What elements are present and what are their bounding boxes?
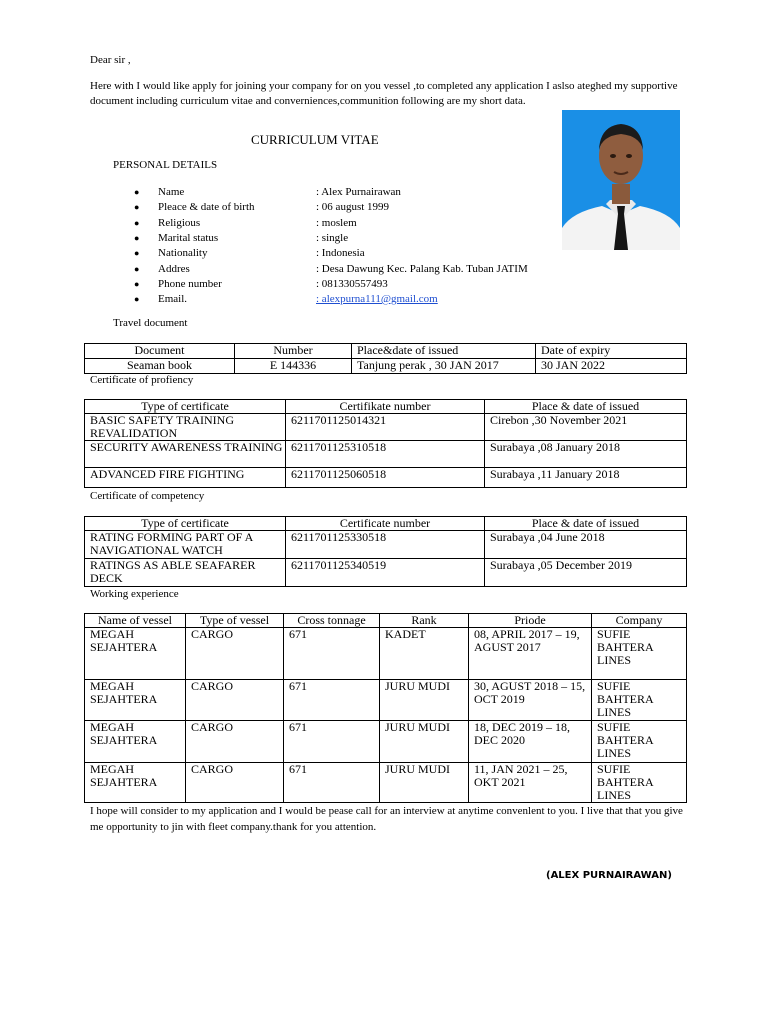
table-cell: 6211701125340519 <box>286 559 485 587</box>
table-row <box>85 441 687 468</box>
personal-detail-value: : Alex Purnairawan <box>316 186 401 198</box>
table-header-cell: Document <box>85 344 235 359</box>
bullet-icon: ● <box>134 202 140 212</box>
table-header-cell: Rank <box>380 614 469 628</box>
person-photo-icon <box>562 110 680 250</box>
table-cell: RATING FORMING PART OF A NAVIGATIONAL WATCH <box>85 531 286 559</box>
table-cell: E 144336 <box>235 359 352 374</box>
table-cell: MEGAH SEJAHTERA <box>85 680 186 721</box>
table-cell: 671 <box>284 763 380 803</box>
table-header-row <box>85 400 687 414</box>
personal-detail-value: : Desa Dawung Kec. Palang Kab. Tuban JATIM <box>316 263 528 275</box>
competency-heading: Certificate of competency <box>90 490 205 502</box>
table-header-row <box>85 517 687 531</box>
table-row <box>85 468 687 488</box>
bullet-icon: ● <box>134 218 140 228</box>
table-header-cell: Type of certificate <box>85 517 286 531</box>
personal-detail-label: Marital status <box>158 232 219 244</box>
table-header-cell: Company <box>592 614 687 628</box>
table-cell: 671 <box>284 680 380 721</box>
personal-detail-value: : 06 august 1999 <box>316 201 390 213</box>
personal-detail-label: Nationality <box>158 247 208 259</box>
table-cell: JURU MUDI <box>380 763 469 803</box>
cv-title: CURRICULUM VITAE <box>251 132 379 147</box>
bullet-icon: ● <box>134 294 140 304</box>
table-cell: Surabaya ,11 January 2018 <box>485 468 687 488</box>
table-cell: 6211701125310518 <box>286 441 485 468</box>
table-row <box>85 763 687 803</box>
table-cell: 30, AGUST 2018 – 15, OCT 2019 <box>469 680 592 721</box>
table-header-cell: Certificate number <box>286 517 485 531</box>
table-cell: 08, APRIL 2017 – 19, AGUST 2017 <box>469 628 592 680</box>
travel-document-table <box>84 343 687 374</box>
bullet-icon: ● <box>134 233 140 243</box>
table-header-row <box>85 614 687 628</box>
table-header-cell: Priode <box>469 614 592 628</box>
table-cell: 6211701125330518 <box>286 531 485 559</box>
table-cell: Surabaya ,04 June 2018 <box>485 531 687 559</box>
table-header-cell: Certifikate number <box>286 400 485 414</box>
table-header-cell: Number <box>235 344 352 359</box>
personal-detail-value: : single <box>316 232 349 244</box>
personal-detail-label: Email. <box>158 293 188 305</box>
table-cell: 671 <box>284 628 380 680</box>
personal-detail-value: : moslem <box>316 217 357 229</box>
table-header-cell: Place & date of issued <box>485 517 687 531</box>
bullet-icon: ● <box>134 187 140 197</box>
working-experience-table <box>84 613 687 803</box>
table-cell: MEGAH SEJAHTERA <box>85 628 186 680</box>
travel-document-heading: Travel document <box>113 317 188 329</box>
table-cell: CARGO <box>186 680 284 721</box>
table-cell: MEGAH SEJAHTERA <box>85 721 186 763</box>
working-experience-heading: Working experience <box>90 588 179 600</box>
table-cell: Seaman book <box>85 359 235 374</box>
table-cell: Surabaya ,05 December 2019 <box>485 559 687 587</box>
greeting: Dear sir , <box>90 54 131 66</box>
table-row <box>85 414 687 441</box>
table-cell: Surabaya ,08 January 2018 <box>485 441 687 468</box>
table-cell: SUFIE BAHTERA LINES <box>592 763 687 803</box>
bullet-icon: ● <box>134 248 140 258</box>
personal-detail-label: Religious <box>158 217 201 229</box>
table-cell: SUFIE BAHTERA LINES <box>592 628 687 680</box>
table-row <box>85 559 687 587</box>
competency-table <box>84 516 687 587</box>
personal-detail-label: Addres <box>158 263 190 275</box>
personal-detail-value: : Indonesia <box>316 247 365 259</box>
personal-detail-label: Phone number <box>158 278 222 290</box>
table-header-cell: Type of certificate <box>85 400 286 414</box>
table-cell: Tanjung perak , 30 JAN 2017 <box>352 359 536 374</box>
table-header-cell: Type of vessel <box>186 614 284 628</box>
table-row <box>85 531 687 559</box>
proficiency-heading: Certificate of profiency <box>90 374 194 386</box>
table-cell: MEGAH SEJAHTERA <box>85 763 186 803</box>
table-cell: CARGO <box>186 721 284 763</box>
table-header-row <box>85 344 687 359</box>
table-cell: 30 JAN 2022 <box>536 359 687 374</box>
table-cell: SUFIE BAHTERA LINES <box>592 721 687 763</box>
table-cell: JURU MUDI <box>380 680 469 721</box>
personal-detail-value: : 081330557493 <box>316 278 388 290</box>
proficiency-table <box>84 399 687 488</box>
table-row <box>85 628 687 680</box>
table-cell: BASIC SAFETY TRAINING REVALIDATION <box>85 414 286 441</box>
table-cell: ADVANCED FIRE FIGHTING <box>85 468 286 488</box>
table-row <box>85 721 687 763</box>
bullet-icon: ● <box>134 279 140 289</box>
signature-name: (ALEX PURNAIRAWAN) <box>546 870 672 881</box>
table-header-cell: Name of vessel <box>85 614 186 628</box>
table-header-cell: Date of expiry <box>536 344 687 359</box>
table-cell: SECURITY AWARENESS TRAINING <box>85 441 286 468</box>
table-header-cell: Cross tonnage <box>284 614 380 628</box>
personal-detail-label: Pleace & date of birth <box>158 201 255 213</box>
intro-paragraph: Here with I would like apply for joining your company for on you vessel ,to completed any application I aslso ateghed my supportive document including curriculum vitae and converniences,communition following are my short data. <box>90 80 678 107</box>
table-row <box>85 359 687 374</box>
table-cell: KADET <box>380 628 469 680</box>
table-cell: CARGO <box>186 763 284 803</box>
table-cell: JURU MUDI <box>380 721 469 763</box>
table-cell: 6211701125060518 <box>286 468 485 488</box>
personal-detail-label: Name <box>158 186 185 198</box>
table-cell: 6211701125014321 <box>286 414 485 441</box>
table-row <box>85 680 687 721</box>
table-header-cell: Place & date of issued <box>485 400 687 414</box>
email-link[interactable]: : alexpurna111@gmail.com <box>316 293 438 305</box>
table-cell: RATINGS AS ABLE SEAFARER DECK <box>85 559 286 587</box>
table-cell: 11, JAN 2021 – 25, OKT 2021 <box>469 763 592 803</box>
profile-photo <box>562 110 680 250</box>
table-cell: SUFIE BAHTERA LINES <box>592 680 687 721</box>
table-header-cell: Place&date of issued <box>352 344 536 359</box>
bullet-icon: ● <box>134 264 140 274</box>
personal-details-heading: PERSONAL DETAILS <box>113 159 218 171</box>
table-cell: CARGO <box>186 628 284 680</box>
table-cell: 671 <box>284 721 380 763</box>
table-cell: Cirebon ,30 November 2021 <box>485 414 687 441</box>
closing-paragraph: I hope will consider to my application and I would be pease call for an interview at anytime convenlent to you. I live that that you give me opportunity to jin with fleet company.thank for you attention. <box>90 805 683 833</box>
table-cell: 18, DEC 2019 – 18, DEC 2020 <box>469 721 592 763</box>
